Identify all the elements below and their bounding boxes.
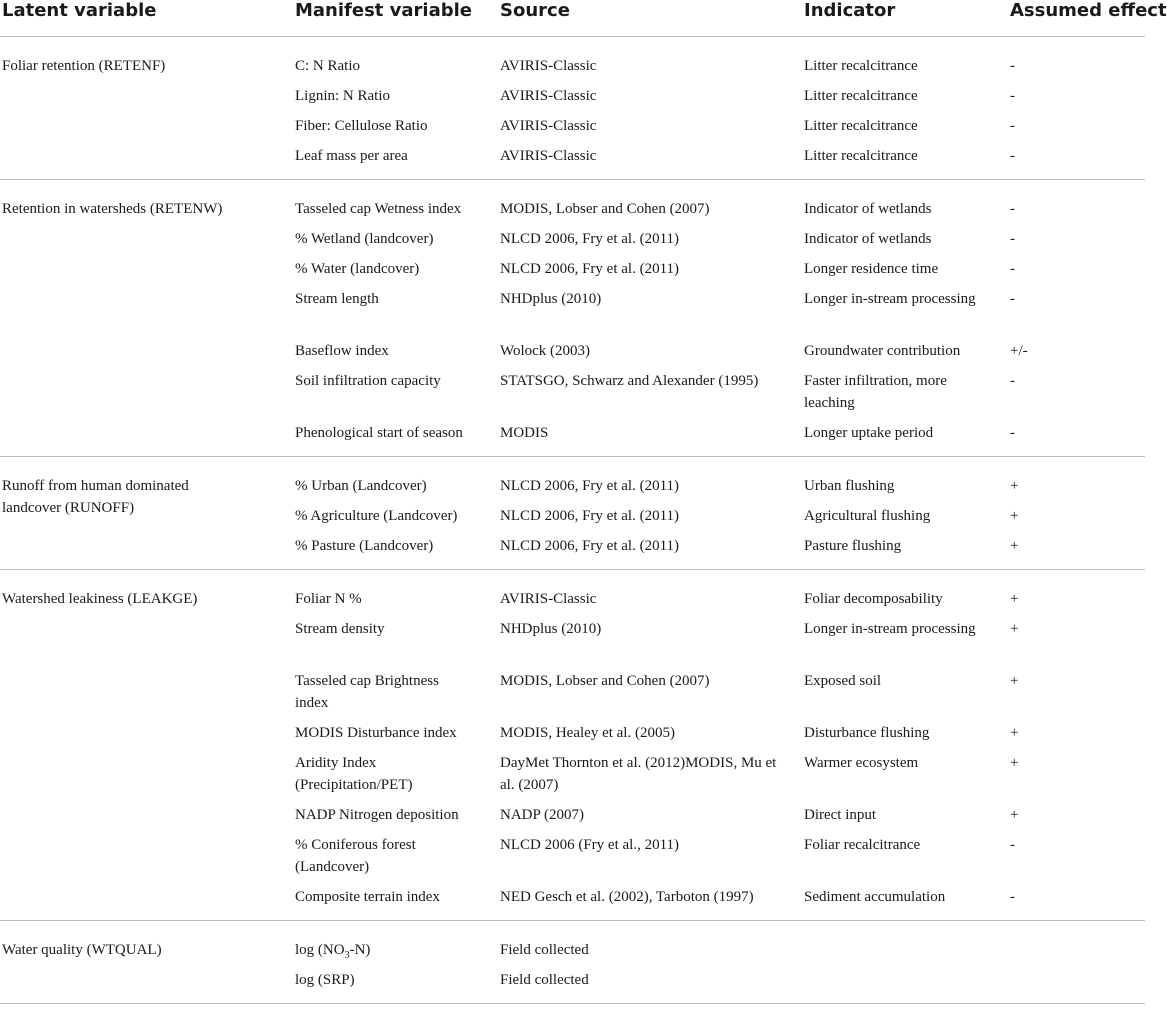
manifest-cell: % Urban (Landcover) xyxy=(295,478,427,494)
table-row xyxy=(0,228,1145,250)
source-cell: Wolock (2003) xyxy=(500,343,591,359)
table-row xyxy=(0,886,1145,908)
effect-cell: +/- xyxy=(1010,343,1028,359)
manifest-cell: Tasseled cap Wetness index xyxy=(295,201,462,217)
manifest-cell: Leaf mass per area xyxy=(295,148,408,164)
indicator-cell: Longer in-stream processing xyxy=(804,621,976,637)
table-group-retenf xyxy=(0,37,1145,180)
table-row xyxy=(0,258,1145,280)
table-row xyxy=(0,340,1145,362)
source-cell: MODIS, Lobser and Cohen (2007) xyxy=(500,201,710,217)
manifest-prefix: log (NO xyxy=(295,942,345,958)
latent-variable-cell: Retention in watersheds (RETENW) xyxy=(2,201,223,217)
manifest-cell: Composite terrain index xyxy=(295,889,440,905)
source-cell: DayMet Thornton et al. (2012)MODIS, Mu et al. (2007) xyxy=(500,755,777,793)
indicator-cell: Indicator of wetlands xyxy=(804,201,932,217)
effect-cell: + xyxy=(1010,807,1019,823)
table-group-wtqual xyxy=(0,921,1145,1004)
table-row xyxy=(0,670,1145,714)
manifest-cell: log (SRP) xyxy=(295,972,355,988)
effect-cell: + xyxy=(1010,478,1019,494)
effect-cell: - xyxy=(1010,88,1015,104)
indicator-cell: Warmer ecosystem xyxy=(804,755,919,771)
indicator-cell: Indicator of wetlands xyxy=(804,231,932,247)
indicator-cell: Sediment accumulation xyxy=(804,889,946,905)
manifest-cell: % Coniferous forest (Landcover) xyxy=(295,837,416,875)
source-cell: NLCD 2006 (Fry et al., 2011) xyxy=(500,837,680,853)
indicator-cell: Foliar decomposability xyxy=(804,591,943,607)
table-row xyxy=(0,588,1145,610)
header-latent-variable: Latent variable xyxy=(2,0,157,21)
table-row xyxy=(0,939,1145,961)
manifest-cell: Soil infiltration capacity xyxy=(295,373,441,389)
effect-cell: - xyxy=(1010,148,1015,164)
manifest-cell: Foliar N % xyxy=(295,591,362,607)
effect-cell: + xyxy=(1010,621,1019,637)
effect-cell: - xyxy=(1010,889,1015,905)
indicator-cell: Longer uptake period xyxy=(804,425,934,441)
source-cell: NLCD 2006, Fry et al. (2011) xyxy=(500,538,680,554)
indicator-cell: Longer residence time xyxy=(804,261,939,277)
source-cell: AVIRIS-Classic xyxy=(500,58,597,74)
manifest-suffix: -N) xyxy=(349,942,371,958)
table-row xyxy=(0,288,1145,332)
indicator-cell: Foliar recalcitrance xyxy=(804,837,921,853)
indicator-cell: Litter recalcitrance xyxy=(804,58,918,74)
source-cell: MODIS, Healey et al. (2005) xyxy=(500,725,675,741)
manifest-cell: % Pasture (Landcover) xyxy=(295,538,434,554)
table-row xyxy=(0,115,1145,137)
source-cell: NLCD 2006, Fry et al. (2011) xyxy=(500,261,680,277)
source-cell: NLCD 2006, Fry et al. (2011) xyxy=(500,231,680,247)
indicator-cell: Groundwater contribution xyxy=(804,343,961,359)
table-row xyxy=(0,804,1145,826)
source-cell: AVIRIS-Classic xyxy=(500,88,597,104)
source-cell: AVIRIS-Classic xyxy=(500,118,597,134)
indicator-cell: Exposed soil xyxy=(804,673,882,689)
source-cell: MODIS xyxy=(500,425,549,441)
manifest-cell: Fiber: Cellulose Ratio xyxy=(295,118,428,134)
source-cell: STATSGO, Schwarz and Alexander (1995) xyxy=(500,373,759,389)
effect-cell: + xyxy=(1010,755,1019,771)
header-source: Source xyxy=(500,0,570,21)
table-row xyxy=(0,145,1145,167)
source-cell: AVIRIS-Classic xyxy=(500,591,597,607)
effect-cell: - xyxy=(1010,201,1015,217)
indicator-cell: Direct input xyxy=(804,807,877,823)
manifest-cell: Lignin: N Ratio xyxy=(295,88,390,104)
effect-cell: - xyxy=(1010,837,1015,853)
source-cell: NLCD 2006, Fry et al. (2011) xyxy=(500,508,680,524)
effect-cell: + xyxy=(1010,591,1019,607)
manifest-cell xyxy=(295,939,495,961)
effect-cell: - xyxy=(1010,291,1015,307)
indicator-cell: Litter recalcitrance xyxy=(804,148,918,164)
table-group-runoff xyxy=(0,457,1145,570)
manifest-cell: % Wetland (landcover) xyxy=(295,231,434,247)
manifest-cell: Baseflow index xyxy=(295,343,389,359)
manifest-cell: Tasseled cap Brightness index xyxy=(295,673,439,711)
table-row xyxy=(0,969,1145,991)
manifest-cell: % Water (landcover) xyxy=(295,261,420,277)
indicator-cell: Agricultural flushing xyxy=(804,508,931,524)
source-cell: AVIRIS-Classic xyxy=(500,148,597,164)
header-assumed-effect: Assumed effect xyxy=(1010,0,1167,21)
table-header-row xyxy=(0,0,1167,37)
header-manifest-variable: Manifest variable xyxy=(295,0,473,21)
latent-variable-cell: Water quality (WTQUAL) xyxy=(2,942,162,958)
source-cell: Field collected xyxy=(500,942,589,958)
table-row xyxy=(0,475,1145,497)
indicator-cell: Longer in-stream processing xyxy=(804,291,976,307)
effect-cell: + xyxy=(1010,673,1019,689)
table-group-retenw xyxy=(0,180,1145,457)
subscript: 3 xyxy=(344,950,350,961)
effect-cell: - xyxy=(1010,261,1015,277)
manifest-cell: C: N Ratio xyxy=(295,58,361,74)
manifest-cell: Aridity Index (Precipitation/PET) xyxy=(295,755,413,793)
source-cell: NHDplus (2010) xyxy=(500,291,602,307)
manifest-cell: Stream density xyxy=(295,621,385,637)
source-cell: NHDplus (2010) xyxy=(500,621,602,637)
table-row xyxy=(0,55,1145,77)
table-row xyxy=(0,422,1145,444)
latent-variable-cell: Watershed leakiness (LEAKGE) xyxy=(2,591,198,607)
table-group-leakge xyxy=(0,570,1145,921)
indicator-cell: Urban flushing xyxy=(804,478,895,494)
indicator-cell: Pasture flushing xyxy=(804,538,902,554)
manifest-cell: MODIS Disturbance index xyxy=(295,725,457,741)
effect-cell: + xyxy=(1010,508,1019,524)
manifest-cell: % Agriculture (Landcover) xyxy=(295,508,458,524)
table-row xyxy=(0,505,1145,527)
effect-cell: - xyxy=(1010,373,1015,389)
effect-cell: + xyxy=(1010,538,1019,554)
effect-cell: - xyxy=(1010,425,1015,441)
header-indicator: Indicator xyxy=(804,0,896,21)
table-row xyxy=(0,198,1145,220)
latent-variable-cell: Runoff from human dominated landcover (RUNOFF) xyxy=(2,478,189,516)
source-cell: NADP (2007) xyxy=(500,807,585,823)
manifest-cell: Phenological start of season xyxy=(295,425,463,441)
source-cell: MODIS, Lobser and Cohen (2007) xyxy=(500,673,710,689)
table-row xyxy=(0,752,1145,796)
latent-variable-cell: Foliar retention (RETENF) xyxy=(2,58,166,74)
manifest-cell: Stream length xyxy=(295,291,379,307)
table-row xyxy=(0,85,1145,107)
indicator-cell: Litter recalcitrance xyxy=(804,118,918,134)
manifest-cell: NADP Nitrogen deposition xyxy=(295,807,459,823)
effect-cell: - xyxy=(1010,58,1015,74)
source-cell: NLCD 2006, Fry et al. (2011) xyxy=(500,478,680,494)
table-row xyxy=(0,834,1145,878)
effect-cell: - xyxy=(1010,231,1015,247)
effect-cell: - xyxy=(1010,118,1015,134)
table-row xyxy=(0,535,1145,557)
indicator-cell: Litter recalcitrance xyxy=(804,88,918,104)
table-row xyxy=(0,618,1145,662)
table-row xyxy=(0,370,1145,414)
effect-cell: + xyxy=(1010,725,1019,741)
table-row xyxy=(0,722,1145,744)
indicator-cell: Disturbance flushing xyxy=(804,725,930,741)
source-cell: Field collected xyxy=(500,972,589,988)
source-cell: NED Gesch et al. (2002), Tarboton (1997) xyxy=(500,889,754,905)
indicator-cell: Faster infiltration, more leaching xyxy=(804,373,947,411)
